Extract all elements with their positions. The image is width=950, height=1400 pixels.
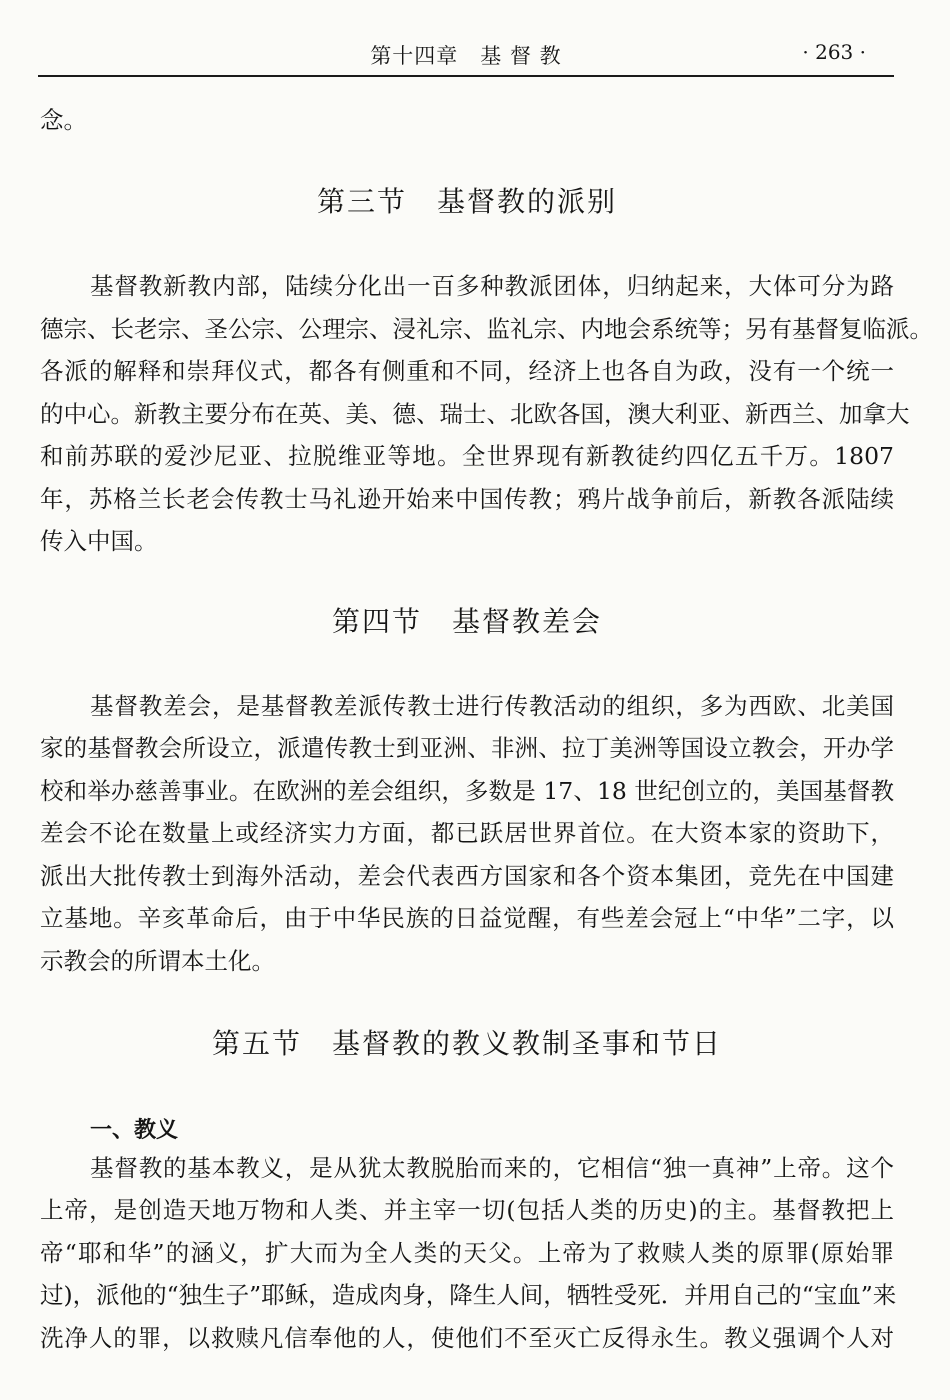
paragraph-line: 各派的解释和崇拜仪式，都各有侧重和不同，经济上也各自为政，没有一个统一: [40, 357, 894, 385]
paragraph-line: 和前苏联的爱沙尼亚、拉脱维亚等地。全世界现有新教徒约四亿五千万。1807: [40, 442, 894, 470]
paragraph-line: 过)，派他的“独生子”耶稣，造成肉身，降生人间，牺牲受死．并用自己的“宝血”来: [40, 1281, 897, 1309]
paragraph-line: 帝“耶和华”的涵义，扩大而为全人类的天父。上帝为了救赎人类的原罪(原始罪: [40, 1239, 894, 1267]
section-heading-5: 第五节 基督教的教义教制圣事和节日: [211, 1027, 722, 1060]
chapter-title: 第十四章 基 督 教: [370, 44, 562, 68]
paragraph-line: 的中心。新教主要分布在英、美、德、瑞士、北欧各国，澳大利亚、新西兰、加拿大: [40, 400, 910, 428]
paragraph-line: 示教会的所谓本土化。: [40, 947, 275, 975]
paragraph-line: 年，苏格兰长老会传教士马礼逊开始来中国传教；鸦片战争前后，新教各派陆续: [40, 485, 894, 513]
paragraph-line: 立基地。辛亥革命后，由于中华民族的日益觉醒，有些差会冠上“中华”二字，以: [40, 904, 894, 932]
paragraph-line: 基督教的基本教义，是从犹太教脱胎而来的，它相信“独一真神”上帝。这个: [90, 1154, 894, 1182]
paragraph-line: 上帝，是创造天地万物和人类、并主宰一切(包括人类的历史)的主。基督教把上: [40, 1196, 894, 1224]
header-rule: [38, 75, 894, 77]
running-header: [38, 40, 894, 74]
section-heading-3: 第三节 基督教的派别: [316, 185, 617, 218]
paragraph-line: 德宗、长老宗、圣公宗、公理宗、浸礼宗、监礼宗、内地会系统等；另有基督复临派。: [40, 315, 933, 343]
subheading-doctrine: 一、教义: [90, 1118, 179, 1143]
section-heading-4: 第四节 基督教差会: [331, 605, 602, 638]
page-number: · 263 ·: [802, 40, 866, 64]
paragraph-line: 差会不论在数量上或经济实力方面，都已跃居世界首位。在大资本家的资助下，: [40, 819, 894, 847]
paragraph-line: 家的基督教会所设立，派遣传教士到亚洲、非洲、拉丁美洲等国设立教会，开办学: [40, 734, 894, 762]
paragraph-line: 基督教新教内部，陆续分化出一百多种教派团体，归纳起来，大体可分为路: [90, 272, 894, 300]
paragraph-line: 洗净人的罪，以救赎凡信奉他的人，使他们不至灭亡反得永生。教义强调个人对: [40, 1324, 894, 1352]
paragraph-line: 校和举办慈善事业。在欧洲的差会组织，多数是 17、18 世纪创立的，美国基督教: [40, 777, 894, 805]
paragraph-line: 基督教差会，是基督教差派传教士进行传教活动的组织，多为西欧、北美国: [90, 692, 894, 720]
paragraph-line: 派出大批传教士到海外活动，差会代表西方国家和各个资本集团，竞先在中国建: [40, 862, 894, 890]
carry-over-text: 念。: [40, 106, 87, 134]
paragraph-line: 传入中国。: [40, 527, 158, 555]
